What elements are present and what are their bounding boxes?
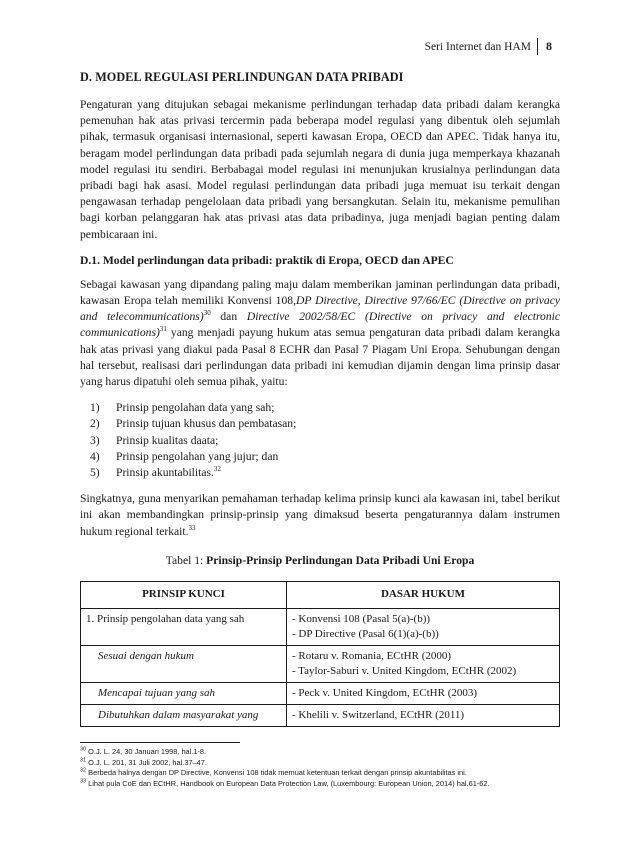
list-text: Prinsip pengolahan yang jujur; dan: [116, 449, 279, 463]
page-body: [80, 70, 560, 790]
table-caption: [80, 554, 560, 567]
list-item: [80, 416, 560, 432]
list-number: 4): [90, 449, 100, 463]
legal-basis-line: - DP Directive (Pasal 6(1)(a)-(b)): [291, 627, 439, 640]
list-text: Prinsip tujuan khusus dan pembatasan;: [116, 417, 297, 431]
legal-basis-line: - Peck v. United Kingdom, ECtHR (2003): [291, 686, 478, 699]
legal-basis-cell: [286, 682, 559, 704]
legal-basis-cell: [286, 645, 559, 682]
column-header-legal-basis: DASAR HUKUM: [286, 581, 559, 608]
footnote-31: [80, 758, 560, 769]
footnote-text: Berbeda halnya dengan DP Directive, Konvensi 108 tidak memuat ketentuan terkait dengan prinsip akuntabilitas ini.: [86, 768, 467, 778]
europe-paragraph-directive-2: Directive 2002/58/EC (Directive on privacy and electronic communications): [80, 310, 560, 340]
legal-basis-line: - Khelili v. Switzerland, ECtHR (2011): [291, 708, 465, 721]
page-number: 8: [546, 39, 552, 53]
section-heading: D. MODEL REGULASI PERLINDUNGAN DATA PRIBADI: [80, 70, 404, 84]
list-number: 1): [90, 401, 100, 415]
footnote-33: [80, 779, 560, 790]
legal-basis-line: - Konvensi 108 (Pasal 5(a)-(b)): [291, 612, 431, 625]
list-text: Prinsip kualitas daata;: [116, 433, 219, 447]
list-item: [80, 400, 560, 416]
page-header: [425, 38, 552, 55]
footnote-number: 31: [80, 757, 87, 764]
footnote-text: Lihat pula CoE dan ECtHR, Handbook on European Data Protection Law, (Luxembourg: European Union, 2014) hal.61-62.: [86, 779, 490, 789]
summary-paragraph: [80, 491, 560, 540]
footnote-number: 30: [80, 746, 87, 753]
europe-paragraph-directive-1: DP Directive, Directive 97/66/EC (Directive on privacy and telecommunications): [80, 294, 560, 324]
list-number: 3): [90, 433, 100, 447]
principle-cell: 1. Prinsip pengolahan data yang sah: [81, 608, 287, 645]
subsection-heading: D.1. Model perlindungan data pribadi: praktik di Eropa, OECD dan APEC: [80, 253, 454, 267]
list-item: [80, 465, 560, 481]
footnote-ref-32[interactable]: 32: [213, 465, 221, 474]
footnote-32: [80, 768, 560, 779]
footnote-30: [80, 747, 560, 758]
principles-list: [80, 400, 560, 481]
legal-basis-cell: [286, 608, 559, 645]
legal-basis-line: - Taylor-Saburi v. United Kingdom, ECtHR (2002): [291, 664, 517, 677]
list-number: 5): [90, 466, 100, 480]
intro-paragraph: Pengaturan yang ditujukan sebagai mekanisme perlindungan terhadap data pribadi dalam kerangka pemenuhan hak atas privasi tercermin pada beberapa model regulasi yang dibentuk oleh sejumlah pihak, termasuk organisasi internasional, seperti kawasan Eropa, OECD dan APEC. Tidak hanya itu, beragam model perlindungan data pribadi pada sejumlah negara di dunia juga memperkaya khazanah model regulasi itu sendiri. Berbabagai model regulasi ini menunjukan krusialnya perlindungan data pribadi bagi hak asasi. Model regulasi perlindungan data pribadi juga memuat isu terkait dengan pengawasan terhadap pengelolaan data pribadi yang bersangkutan. Selain itu, mekanisme pemulihan bagi korban pelanggaran hak atas privasi atas data pribadinya, juga menjadi bagian penting dalam pembicaraan ini.: [80, 98, 560, 241]
europe-paragraph: [80, 277, 560, 390]
footnote-number: 33: [80, 778, 87, 785]
column-header-principle: PRINSIP KUNCI: [81, 581, 287, 608]
list-text: Prinsip akuntabilitas.: [116, 466, 214, 480]
europe-paragraph-text-a: Sebagai kawasan yang dipandang paling maju dalam memberikan jaminan perlindungan data pribadi, kawasan Eropa telah memiliki Konvensi 108,: [80, 277, 560, 308]
europe-paragraph-text-c: dan: [210, 310, 247, 324]
footnote-ref-33[interactable]: 33: [188, 523, 196, 532]
header-divider: [537, 38, 538, 55]
legal-basis-cell: [286, 704, 559, 726]
principles-table: [80, 581, 560, 727]
list-number: 2): [90, 417, 100, 431]
legal-basis-line: - Rotaru v. Romania, ECtHR (2000): [291, 649, 452, 662]
footnote-text: O.J. L. 24, 30 Januari 1998, hal.1-8.: [86, 746, 207, 756]
footnote-ref-30[interactable]: 30: [203, 309, 211, 318]
list-item: [80, 449, 560, 465]
table-row: [81, 682, 560, 704]
table-row: [81, 704, 560, 726]
list-text: Prinsip pengolahan data yang sah;: [116, 401, 275, 415]
footnote-text: O.J. L. 201, 31 Juli 2002, hal.37–47.: [86, 757, 207, 767]
table-row: [81, 608, 560, 645]
summary-paragraph-text: Singkatnya, guna menyarikan pemahaman terhadap kelima prinsip kunci ala kawasan ini, tabel berikut ini akan membandingkan prinsip-prinsip yang dimaksud beserta pengaturannya dalam instrumen hukum regional terkait.: [80, 492, 560, 538]
list-item: [80, 433, 560, 449]
footnote-number: 32: [80, 768, 87, 774]
principle-cell: Mencapai tujuan yang sah: [81, 682, 287, 704]
table-caption-prefix: Tabel 1:: [165, 553, 207, 567]
europe-paragraph-text-e: yang menjadi payung hukum atas semua pengaturan data pribadi dalam kerangka hak atas privasi yang diakui pada Pasal 8 ECHR dan Pasal 7 Piagam Uni Eropa. Sehubungan dengan hal tersebut, realisasi dari perlindungan data pribadi ini kemudian dijamin dengan lima prinsip dasar yang harus dipatuhi oleh semua pihak, yaitu:: [80, 326, 560, 389]
principle-cell: Sesuai dengan hukum: [81, 645, 287, 682]
series-title: Seri Internet dan HAM: [424, 40, 531, 53]
footnote-ref-31[interactable]: 31: [159, 325, 167, 334]
table-header-row: [81, 581, 560, 608]
table-row: [81, 645, 560, 682]
footnote-divider: [80, 742, 240, 743]
principle-cell: Dibutuhkan dalam masyarakat yang: [81, 704, 287, 726]
table-caption-title: Prinsip-Prinsip Perlindungan Data Pribadi Uni Eropa: [206, 553, 475, 567]
